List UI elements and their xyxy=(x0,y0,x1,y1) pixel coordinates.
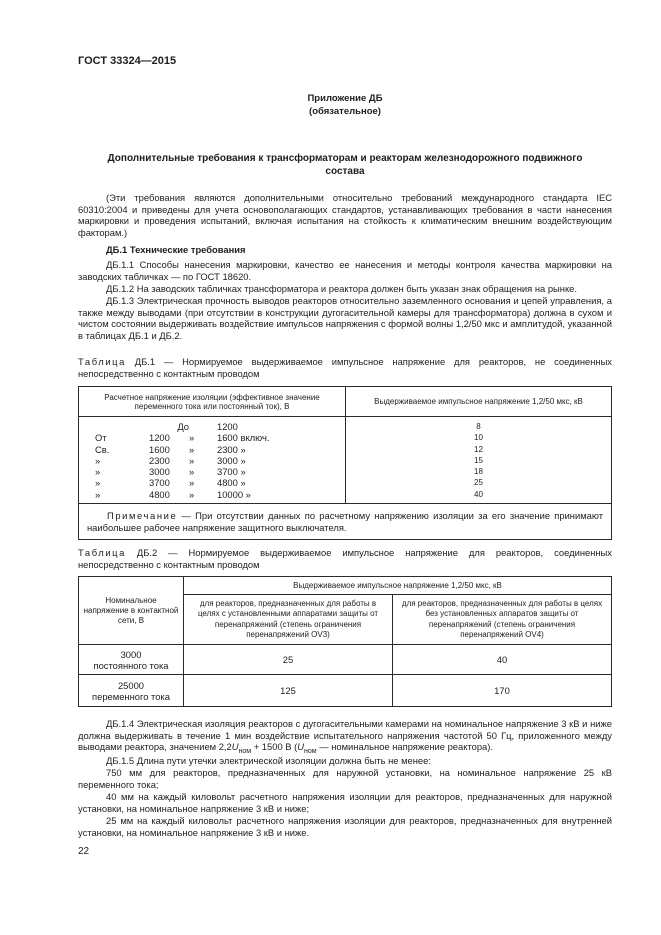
table1-range-b xyxy=(125,455,149,466)
table1-range-c: 1200 xyxy=(149,432,170,444)
table1-note-text: — При отсутствии данных по расчетному напряжению изоляции за его значение принимают наибольшее рабочее напряжение защитного выключателя. xyxy=(87,510,603,533)
table1-range-b xyxy=(125,477,149,488)
table1-range-a: » xyxy=(95,477,101,489)
table1-col1-header: Расчетное напряжение изоляции (эффективное значение переменного тока или постоянный ток), В xyxy=(79,387,346,417)
table1-range-a: Св. xyxy=(95,443,110,455)
paragraph-leakage-40: 40 мм на каждый киловольт расчетного напряжения изоляции для реакторов, предназначенных для наружной установки, на номинальное напряжение 3 кВ и ниже; xyxy=(78,791,612,814)
table1-range-e: 10000 » xyxy=(217,488,251,500)
table1-range-c: 3700 xyxy=(149,477,170,489)
table2-row2-ov3: 125 xyxy=(184,675,393,707)
table1-range-a: От xyxy=(95,432,107,444)
table1-col2-header: Выдерживаемое импульсное напряжение 1,2/50 мкс, кВ xyxy=(346,387,612,417)
table1-range-d: » xyxy=(189,477,195,489)
table1-range-e: 1600 включ. xyxy=(217,432,270,444)
table1-value: 10 xyxy=(474,433,483,443)
table1-range-d: » xyxy=(189,454,195,466)
table1-range-e: 4800 » xyxy=(217,477,246,489)
table1-range-c: 4800 xyxy=(149,488,170,500)
table1-range-b xyxy=(125,489,149,500)
table1-range-b xyxy=(125,432,149,443)
standard-header: ГОСТ 33324—2015 xyxy=(78,55,177,67)
table2-caption-label: Таблица xyxy=(78,547,126,558)
table1-range-b xyxy=(125,444,149,455)
table2-sub-header-ov3: для реакторов, предназначенных для работы в целях с установленными аппаратами защиты от перенапряжений (степень ограничения перенапряжений OV3) xyxy=(184,595,393,645)
paragraph-db-1-2: ДБ.1.2 На заводских табличках трансформатора и реактора должен быть указан знак обращения на рынке. xyxy=(106,283,577,294)
table1-range-d xyxy=(189,421,213,432)
table-db1 xyxy=(78,386,612,540)
table1-range-c: 3000 xyxy=(149,466,170,478)
table1-range-a: » xyxy=(95,488,101,500)
table1-range-e: 2300 » xyxy=(217,443,246,455)
table1-value-cell xyxy=(346,417,612,504)
table2-group-header: Выдерживаемое импульсное напряжение 1,2/50 мкс, кВ xyxy=(184,577,612,595)
table1-range-e: 3700 » xyxy=(217,466,246,478)
paragraph-db-1-1: ДБ.1.1 Способы нанесения маркировки, качество ее нанесения и методы контроля качества маркировки на заводских табличках — по ГОСТ 18620. xyxy=(78,259,612,282)
table1-range-e: 1200 xyxy=(217,421,238,432)
table1-value: 8 xyxy=(476,422,481,431)
table1-value: 12 xyxy=(474,444,483,454)
table1-note xyxy=(79,504,612,540)
table1-range-b xyxy=(125,421,149,432)
table2-row2-ov4: 170 xyxy=(393,675,612,707)
table1-value: 15 xyxy=(474,455,483,465)
table2-row2-voltage: 25000 переменного тока xyxy=(79,675,184,707)
section-title: ДБ.1 Технические требования xyxy=(106,244,246,255)
appendix-title: Приложение ДБ xyxy=(307,93,383,104)
table2-col1-header: Номинальное напряжение в контактной сети, В xyxy=(79,577,184,645)
heading-line1: Дополнительные требования к трансформаторам и реакторам железнодорожного подвижного xyxy=(107,153,583,164)
paragraph-db-1-5: ДБ.1.5 Длина пути утечки электрической изоляции должна быть не менее: xyxy=(106,755,431,766)
table2-row1-ov4: 40 xyxy=(393,645,612,675)
table1-value-list xyxy=(350,421,607,500)
table2-caption-text: ДБ.2 — Нормируемое выдерживаемое импульсное напряжение для реакторов, соединенных непосредственно с контактным проводом xyxy=(78,547,612,570)
table1-value: 18 xyxy=(474,467,483,477)
table1-range-e: 3000 » xyxy=(217,454,246,466)
table1-range-c: 1600 xyxy=(149,443,170,455)
table1-caption-label: Таблица xyxy=(78,356,126,367)
table2-sub-header-ov4: для реакторов, предназначенных для работы в целях без установленных аппаратов защиты от перенапряжений (степень ограничения перенапряжений OV4) xyxy=(393,595,612,645)
page-number: 22 xyxy=(78,846,90,857)
table1-range-d: » xyxy=(189,488,195,500)
table1-range-list xyxy=(95,421,341,500)
paragraph-leakage-25: 25 мм на каждый киловольт расчетного напряжения изоляции для реакторов, предназначенных для внутренней установки, на номинальное напряжение 3 кВ и ниже. xyxy=(78,815,612,838)
table1-caption-text: ДБ.1 — Нормируемое выдерживаемое импульсное напряжение для реакторов, не соединенных непосредственно с контактным проводом xyxy=(78,356,612,379)
table1-value: 40 xyxy=(474,489,483,499)
table1-range-d: » xyxy=(189,443,195,455)
table2-row1-voltage: 3000 постоянного тока xyxy=(79,645,184,675)
table1-range-b xyxy=(125,466,149,477)
table1-range-a: » xyxy=(95,466,101,478)
table1-range-d: » xyxy=(189,432,195,444)
table1-range-a xyxy=(95,421,125,432)
table1-range-cell xyxy=(79,417,346,504)
paragraph-db-1-3: ДБ.1.3 Электрическая прочность выводов реакторов относительно заземленного основания и цепей управления, а также между выводами (при отсутствии в конструкции дугогасительной камеры для трансформатора) должна в сухом и чистом состоянии выдерживать воздействие импульсов напряжения с формой волны 1,2/50 мкс и амплитудой, указанной в таблицах ДБ.1 и ДБ.2. xyxy=(78,295,612,341)
table2-caption xyxy=(78,547,612,570)
intro-paragraph: (Эти требования являются дополнительными относительно требований международного стандарта IEC 60310:2004 и приведены для учета основополагающих стандартов, устанавливающих требования в части нанесения маркировки и проведения испытаний, включая испытания на стойкость к климатическим внешним воздействующим факторам.) xyxy=(78,192,612,238)
table1-range-a: » xyxy=(95,454,101,466)
table-row xyxy=(79,675,612,707)
paragraph-db-1-4: ДБ.1.4 Электрическая изоляция реакторов с дугогасительными камерами на номинальное напряжение 3 кВ и ниже должна выдерживать в течение 1 мин воздействие испытательного напряжения частотой 50 Гц, приложенного между выводами реактора, значением $2,2U_{ном} + 1500$ В ($U_{ном}$ — номинальное напряжение реактора). xyxy=(78,718,612,756)
table-row xyxy=(79,645,612,675)
table1-value: 25 xyxy=(474,478,483,488)
table2-row1-ov3: 25 xyxy=(184,645,393,675)
table1-note-label: Примечание xyxy=(107,510,178,522)
table-db2 xyxy=(78,576,612,707)
table1-range-c: До xyxy=(177,421,189,432)
table1-range-d: » xyxy=(189,466,195,478)
paragraph-leakage-750: 750 мм для реакторов, предназначенных для наружной установки, на номинальное напряжение 25 кВ переменного тока; xyxy=(78,767,612,790)
table1-caption xyxy=(78,356,612,379)
table1-range-c: 2300 xyxy=(149,454,170,466)
heading-line2: состава xyxy=(325,166,365,177)
appendix-status: (обязательное) xyxy=(309,106,381,117)
